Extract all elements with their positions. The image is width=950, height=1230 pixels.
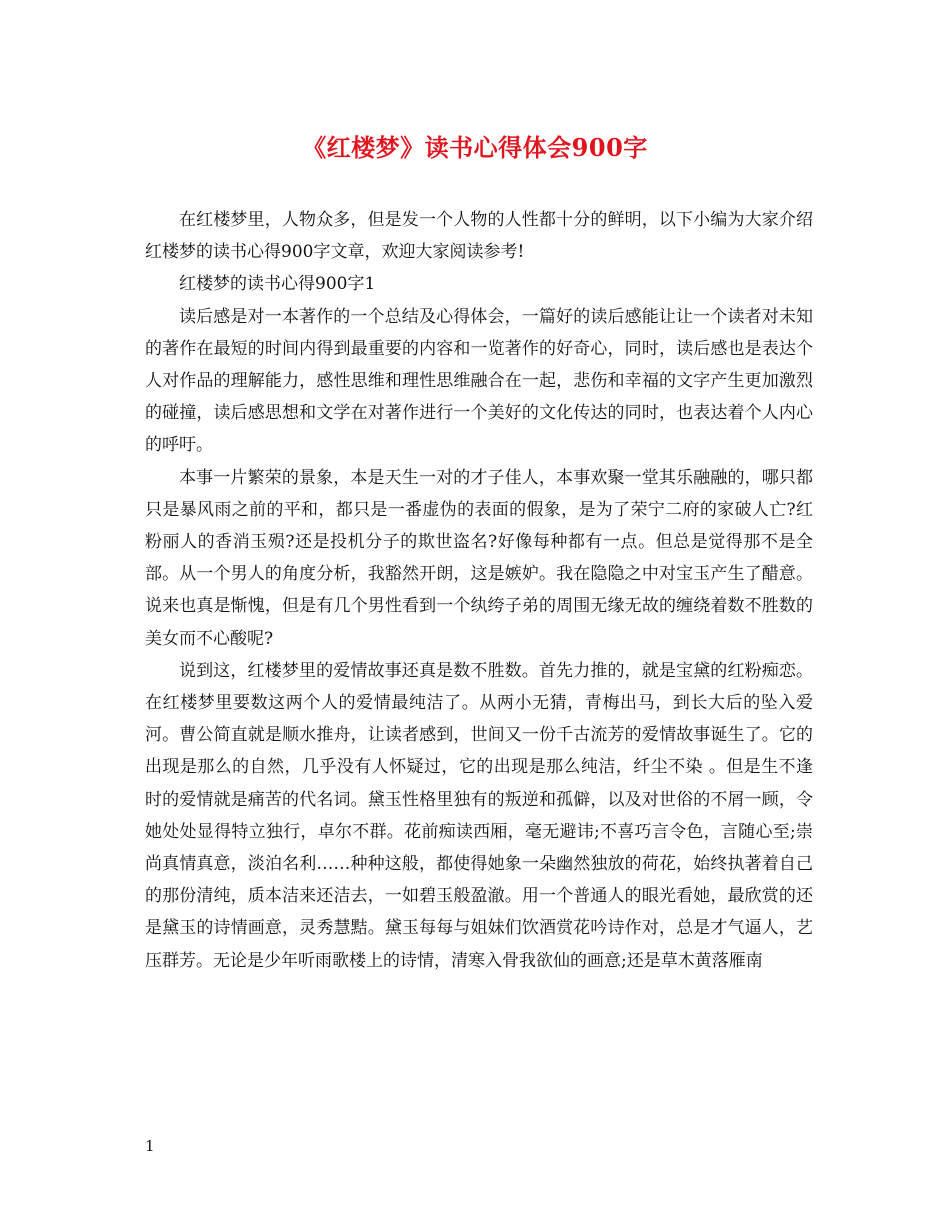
document-body [145, 204, 813, 977]
paragraph: 说到这，红楼梦里的爱情故事还真是数不胜数。首先力推的，就是宝黛的红粉痴恋。在红楼梦里要数这两个人的爱情最纯洁了。从两小无猜，青梅出马，到长大后的坠入爱河。曹公简直就是顺水推舟，让读者感到，世间又一份千古流芳的爱情故事诞生了。它的出现是那么的自然，几乎没有人怀疑过，它的出现是那么纯洁，纤尘不染 。但是生不逢时的爱情就是痛苦的代名词。黛玉性格里独有的叛逆和孤僻，以及对世俗的不屑一顾，令她处处显得特立独行，卓尔不群。花前痴读西厢，毫无避讳;不喜巧言令色，言随心至;崇尚真情真意，淡泊名利……种种这般，都使得她象一朵幽然独放的荷花，始终执著着自己的那份清纯，质本洁来还洁去，一如碧玉般盈澈。用一个普通人的眼光看她，最欣赏的还是黛玉的诗情画意，灵秀慧黠。黛玉每每与姐妹们饮酒赏花吟诗作对，总是才气逼人，艺压群芳。无论是少年听雨歌楼上的诗情，清寒入骨我欲仙的画意;还是草木黄落雁南 [145, 660, 813, 971]
page-number: 1 [145, 1137, 155, 1155]
paragraph: 读后感是对一本著作的一个总结及心得体会，一篇好的读后感能让让一个读者对未知的著作在最短的时间内得到最重要的内容和一览著作的好奇心，同时，读后感也是表达个人对作品的理解能力，感性思维和理性思维融合在一起，悲伤和幸福的文字产生更加激烈的碰撞，读后感思想和文学在对著作进行一个美好的文化传达的同时，也表达着个人内心的呼吁。 [145, 306, 813, 456]
section-heading: 红楼梦的读书心得900字1 [179, 274, 376, 295]
document-title: 《红楼梦》读书心得体会900字 [302, 133, 648, 162]
paragraph-intro: 在红楼梦里，人物众多，但是发一个人物的人性都十分的鲜明，以下小编为大家介绍红楼梦的读书心得900字文章，欢迎大家阅读参考! [145, 210, 813, 263]
paragraph: 本事一片繁荣的景象，本是天生一对的才子佳人，本事欢聚一堂其乐融融的，哪只都只是暴风雨之前的平和，都只是一番虚伪的表面的假象，是为了荣宁二府的家破人亡?红粉丽人的香消玉殒?还是投机分子的欺世盗名?好像每种都有一点。但总是觉得那不是全部。从一个男人的角度分析，我豁然开朗，这是嫉妒。我在隐隐之中对宝玉产生了醋意。说来也真是惭愧，但是有几个男性看到一个纨绔子弟的周围无缘无故的缠绕着数不胜数的美女而不心酸呢? [145, 467, 813, 649]
